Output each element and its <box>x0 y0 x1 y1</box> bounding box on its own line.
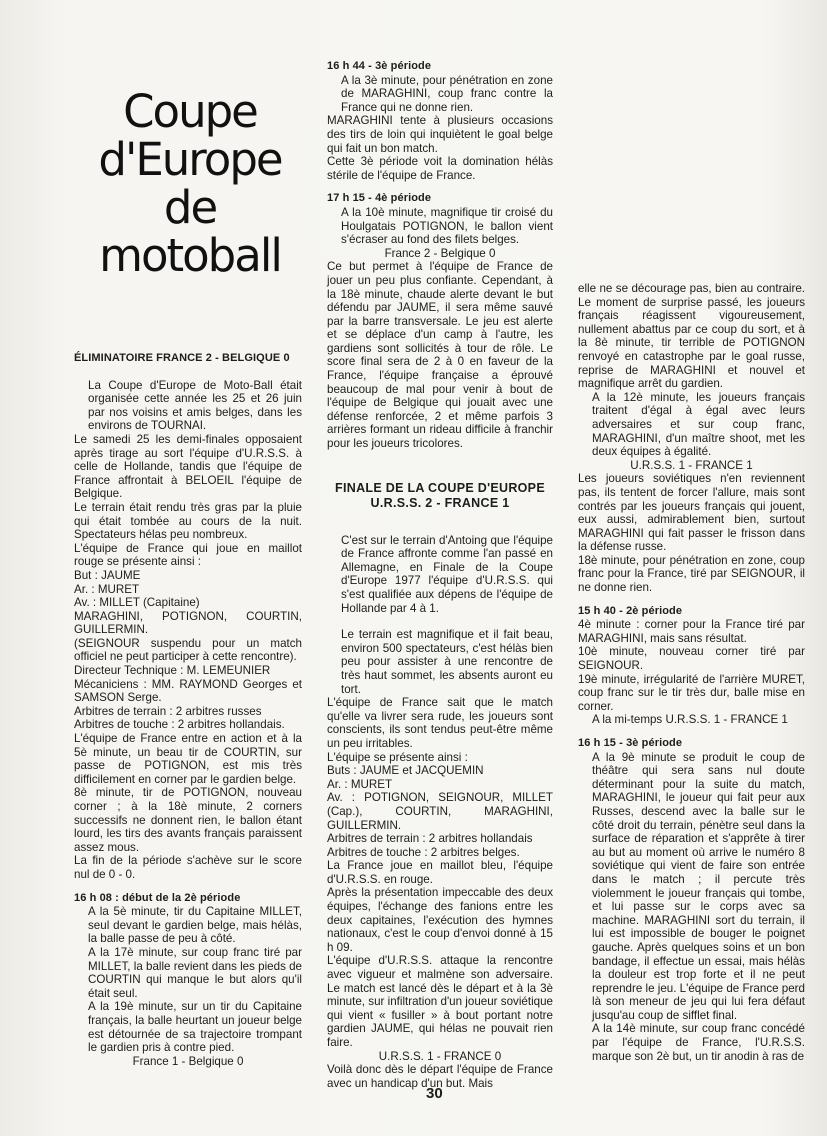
paragraph: A la 10è minute, magnifique tir croisé du Houlgatais POTIGNON, le ballon vient s'écraser au fond des filets belges. <box>341 205 553 247</box>
section-heading-eliminatoire: ÉLIMINATOIRE FRANCE 2 - BELGIQUE 0 <box>74 352 290 364</box>
paragraph: 4è minute : corner pour la France tiré par MARAGHINI, mais sans résultat. <box>578 618 805 645</box>
page-number: 30 <box>426 1085 443 1102</box>
paragraph: Cette 3è période voit la domination hélàs stérile de l'équipe de France. <box>327 155 553 182</box>
paragraph: L'équipe de France qui joue en maillot rouge se présente ainsi : <box>74 541 302 569</box>
title-line-3: de <box>163 181 217 234</box>
title-line-2: d'Europe <box>98 133 282 186</box>
paragraph: C'est sur le terrain d'Antoing que l'équipe de France affronte comme l'an passé en Allemagne, en Finale de la Coupe d'Europe 1977 l'équipe d'U.R.S.S. qui s'est qualifiée aux dépens de l'équipe de Hollande par 4 à 1. <box>341 533 553 615</box>
section-heading-2e-periode-finale: 15 h 40 - 2è période <box>578 604 683 617</box>
score-line: France 2 - Belgique 0 <box>384 246 496 260</box>
paragraph: 19è minute, irrégularité de l'arrière MURET, coup franc sur le tir très dur, balle mise en corner. <box>578 672 805 713</box>
title-line-1: Coupe <box>123 85 257 138</box>
paragraph: Le terrain est magnifique et il fait beau, environ 500 spectateurs, c'est hélàs bien peu pour assister à une rencontre de très haut sommet, les absents auront eu tort. <box>341 628 553 696</box>
paragraph: Ce but permet à l'équipe de France de jouer un peu plus confiante. Cependant, à la 18è minute, chaude alerte devant le but défendu par JAUME, il sera même sauvé par la barre transversale. Le jeu est alerte et se déplace d'un camp à l'autre, les gardiens sont sollicités à tour de rôle. Le score final sera de 2 à 0 en faveur de la France, l'équipe française a éprouvé beaucoup de mal pour venir à bout de l'équipe de Belgique qui jouait avec une défense renforcée, 2 et même parfois 3 arrières formant un rideau difficile à franchir pour les joueurs tricolores. <box>327 260 553 451</box>
paragraph: Les joueurs soviétiques n'en reviennent pas, ils tentent de forcer l'allure, mais sont contrés par les joueurs français qui jouent, eux aussi, admirablement bien, surtout MARAGHINI qui fait passer le frisson dans la défense russe. <box>578 472 805 554</box>
paragraph: Arbitres de touche : 2 arbitres belges. <box>327 845 520 859</box>
title-line-4: motoball <box>99 229 281 282</box>
paragraph: 18è minute, pour pénétration en zone, coup franc pour la France, tiré par SEIGNOUR, il ne donne rien. <box>578 553 805 595</box>
column-1 <box>74 352 302 1068</box>
paragraph: La Coupe d'Europe de Moto-Ball était organisée cette année les 25 et 26 juin par nos voisins et amis belges, dans les environs de TOURNAI. <box>88 378 302 433</box>
paragraph: Ar. : MURET <box>327 777 393 791</box>
paragraph: A la 19è minute, sur un tir du Capitaine français, la balle heurtant un joueur belge est détournée de sa trajectoire trompant le gardien pris à contre pied. <box>88 1000 302 1055</box>
paragraph: MARAGHINI tente à plusieurs occasions des tirs de loin qui inquiètent le goal belge qui fait un bon match. <box>327 114 553 155</box>
paragraph: A la 17è minute, sur coup franc tiré par MILLET, la balle revient dans les pieds de COURTIN qui manque le but alors qu'il était seul. <box>88 945 302 1000</box>
paragraph: L'équipe se présente ainsi : <box>327 750 468 764</box>
paragraph: Ar. : MURET <box>74 582 140 596</box>
score-line: U.R.S.S. 1 - FRANCE 1 <box>630 458 753 472</box>
paragraph: 8è minute, tir de POTIGNON, nouveau corner ; à la 18è minute, 2 corners successifs ne donnent rien, le ballon étant lourd, les tirs des avants français paraissent assez mous. <box>74 786 302 854</box>
paragraph: Buts : JAUME et JACQUEMIN <box>327 764 484 778</box>
column-2 <box>327 60 553 1090</box>
paragraph: But : JAUME <box>74 568 141 582</box>
section-heading-2e-periode: 16 h 08 : début de la 2è période <box>74 891 241 904</box>
paragraph: Arbitres de touche : 2 arbitres hollandais. <box>74 718 285 732</box>
paragraph: A la mi-temps U.R.S.S. 1 - FRANCE 1 <box>592 713 788 727</box>
paragraph: Le terrain était rendu très gras par la pluie qui était tombée au cours de la nuit. Spectateurs hélas peu nombreux. <box>74 500 302 542</box>
paragraph: La France joue en maillot bleu, l'équipe d'U.R.S.S. en rouge. <box>327 859 553 886</box>
paragraph: A la 9è minute se produit le coup de théâtre qui sera sans nul doute déterminant pour la suite du match, MARAGHINI, le joueur qui fait peur aux Russes, descend avec la balle sur le côté droit du terrain, pénètre seul dans la surface de réparation et s'apprête à tirer au but au moment où arrive le numéro 8 soviétique qui vient de faire son entrée dans le match ; il percute très violemment le joueur français qui tombe, et lui passe sur le corps avec sa machine. MARAGHINI sort du terrain, il lui est impossible de bouger le poignet gauche. Après quelques soins et un bon bandage, il effectue un essai, mais hélàs la douleur est trop forte et il ne peut reprendre le jeu. L'équipe de France perd là son meneur de jeu qui lui fera défaut jusqu'au coup de sifflet final. <box>592 750 805 1022</box>
paragraph: Après la présentation impeccable des deux équipes, l'échange des fanions entre les deux capitaines, l'exécution des hymnes nationaux, c'est le coup d'envoi donné à 15 h 09. <box>327 886 553 954</box>
score-line: France 1 - Belgique 0 <box>132 1054 244 1068</box>
paragraph: L'équipe de France entre en action et à la 5è minute, un beau tir de COURTIN, sur passe de POTIGNON, est mis très difficilement en corner par le gardien belge. <box>74 732 302 786</box>
paragraph: Voilà donc dès le départ l'équipe de France avec un handicap d'un but. Mais <box>327 1063 553 1090</box>
paragraph: A la 5è minute, tir du Capitaine MILLET, seul devant le gardien belge, mais hélàs, la balle passe de peu à côté. <box>88 905 302 946</box>
paragraph: A la 3è minute, pour pénétration en zone de MARAGHINI, coup franc contre la France qui ne donne rien. <box>341 73 553 114</box>
paragraph: Mécaniciens : MM. RAYMOND Georges et SAMSON Serge. <box>74 677 302 705</box>
paragraph: Le samedi 25 les demi-finales opposaient après tirage au sort l'équipe d'U.R.S.S. à celle de Hollande, tandis que l'équipe de France affrontait à BELOEIL l'équipe de Belgique. <box>74 432 302 501</box>
section-heading-3e-periode-finale: 16 h 15 - 3è période <box>578 737 683 749</box>
paragraph: Directeur Technique : M. LEMEUNIER <box>74 664 271 678</box>
paragraph: (SEIGNOUR suspendu pour un match officiel ne peut participer à cette rencontre). <box>74 636 302 664</box>
column-3 <box>578 282 805 1063</box>
section-heading-4e-periode: 17 h 15 - 4è période <box>327 192 432 205</box>
paragraph: Av. : POTIGNON, SEIGNOUR, MILLET (Cap.), COURTIN, MARAGHINI, GUILLERMIN. <box>327 791 553 832</box>
paragraph: MARAGHINI, POTIGNON, COURTIN, GUILLERMIN. <box>74 609 302 637</box>
paragraph: elle ne se décourage pas, bien au contraire. Le moment de surprise passé, les joueurs français réagissent vigoureusement, nullement abattus par ce coup du sort, et à la 8è minute, tir terrible de POTIGNON renvoyé en catastrophe par le goal russe, reprise de MARAGHINI et nouvel et magnifique arrêt du gardien. <box>578 282 805 391</box>
finale-score-heading: U.R.S.S. 2 - FRANCE 1 <box>370 495 510 510</box>
paragraph: A la 12è minute, les joueurs français traitent d'égal à égal avec leurs adversaires et sur coup franc, MARAGHINI, d'un maître shoot, met les deux équipes à égalité. <box>592 390 805 459</box>
paragraph: La fin de la période s'achève sur le score nul de 0 - 0. <box>74 854 302 881</box>
paragraph: 10è minute, nouveau corner tiré par SEIGNOUR. <box>578 645 805 673</box>
score-line: U.R.S.S. 1 - FRANCE 0 <box>378 1049 502 1063</box>
paragraph: Arbitres de terrain : 2 arbitres hollandais <box>327 832 533 846</box>
paragraph: L'équipe d'U.R.S.S. attaque la rencontre avec vigueur et malmène son adversaire. Le match est lancé dès le départ et à la 3è minute, sur infiltration d'un joueur soviétique qui vient « fusiller » à bout portant notre gardien JAUME, qui hélas ne pouvait rien faire. <box>327 954 553 1049</box>
paragraph: Av. : MILLET (Capitaine) <box>74 596 200 610</box>
paragraph: A la 14è minute, sur coup franc concédé par l'équipe de France, l'U.R.S.S. marque son 2è but, un tir anodin à ras de <box>592 1022 805 1063</box>
finale-heading: FINALE DE LA COUPE D'EUROPE <box>335 480 545 495</box>
paragraph: L'équipe de France sait que le match qu'elle va livrer sera rude, les joueurs sont conscients, ils sont tendus peut-être même un peu irritables. <box>327 696 553 750</box>
paragraph: Arbitres de terrain : 2 arbitres russes <box>74 704 262 718</box>
article-title <box>70 85 310 282</box>
section-heading-3e-periode: 16 h 44 - 3è période <box>327 60 432 72</box>
